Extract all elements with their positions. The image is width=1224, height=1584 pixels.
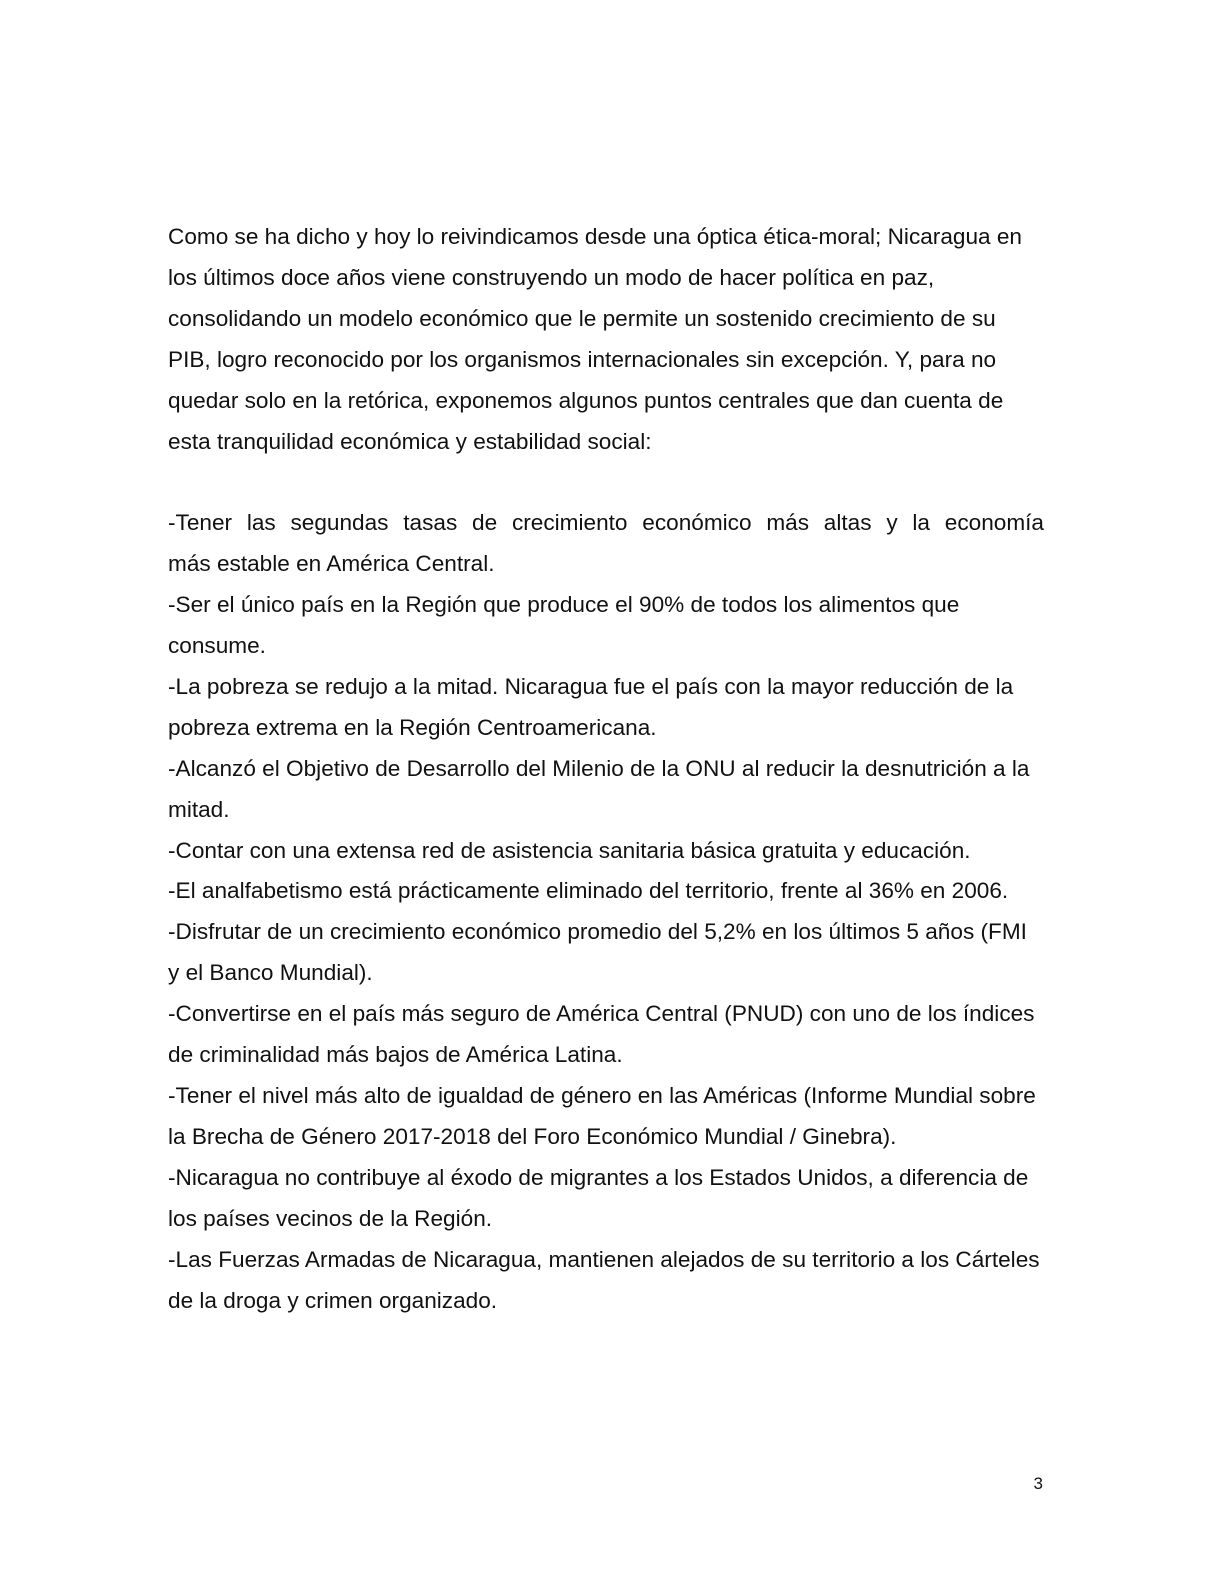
intro-paragraph: Como se ha dicho y hoy lo reivindicamos desde una óptica ética-moral; Nicaragua en los últimos doce años viene construyendo un modo de hacer política en paz, consolidando un modelo económico que le permite un sostenido crecimiento de su PIB, logro reconocido por los organismos internacionales sin excepción. Y, para no quedar solo en la retórica, exponemos algunos puntos centrales que dan cuenta de esta tranquilidad económica y estabilidad social:	[168, 224, 1022, 454]
bullet-item-first-line: -Tener las segundas tasas de crecimiento económico más altas y la economía	[168, 510, 1044, 536]
page-number: 3	[1033, 1474, 1043, 1493]
bullet-item: -Contar con una extensa red de asistencia sanitaria básica gratuita y educación.	[168, 837, 971, 863]
bullet-item: -La pobreza se redujo a la mitad. Nicaragua fue el país con la mayor reducción de la pobreza extrema en la Región Centroamericana.	[168, 673, 1014, 740]
bullet-item: -El analfabetismo está prácticamente eliminado del territorio, frente al 36% en 2006.	[168, 878, 1009, 904]
bullet-item: -Disfrutar de un crecimiento económico promedio del 5,2% en los últimos 5 años (FMI y el Banco Mundial).	[168, 919, 1027, 986]
bullet-item: -Alcanzó el Objetivo de Desarrollo del Milenio de la ONU al reducir la desnutrición a la mitad.	[168, 755, 1030, 822]
bullet-item: -Convertirse en el país más seguro de América Central (PNUD) con uno de los índices de criminalidad más bajos de América Latina.	[168, 1001, 1035, 1068]
bullet-item-first-rest: más estable en América Central.	[168, 551, 495, 577]
bullet-item: -Nicaragua no contribuye al éxodo de migrantes a los Estados Unidos, a diferencia de los países vecinos de la Región.	[168, 1164, 1029, 1231]
bullet-item: -Ser el único país en la Región que produce el 90% de todos los alimentos que consume.	[168, 592, 960, 659]
bullet-list	[168, 503, 1044, 1321]
paragraph-spacer	[168, 462, 1044, 503]
bullet-item: -Las Fuerzas Armadas de Nicaragua, mantienen alejados de su territorio a los Cárteles de la droga y crimen organizado.	[168, 1246, 1040, 1313]
bullet-item	[168, 503, 1044, 585]
document-body	[168, 217, 1044, 1321]
bullet-item: -Tener el nivel más alto de igualdad de género en las Américas (Informe Mundial sobre la Brecha de Género 2017-2018 del Foro Económico Mundial / Ginebra).	[168, 1083, 1036, 1149]
